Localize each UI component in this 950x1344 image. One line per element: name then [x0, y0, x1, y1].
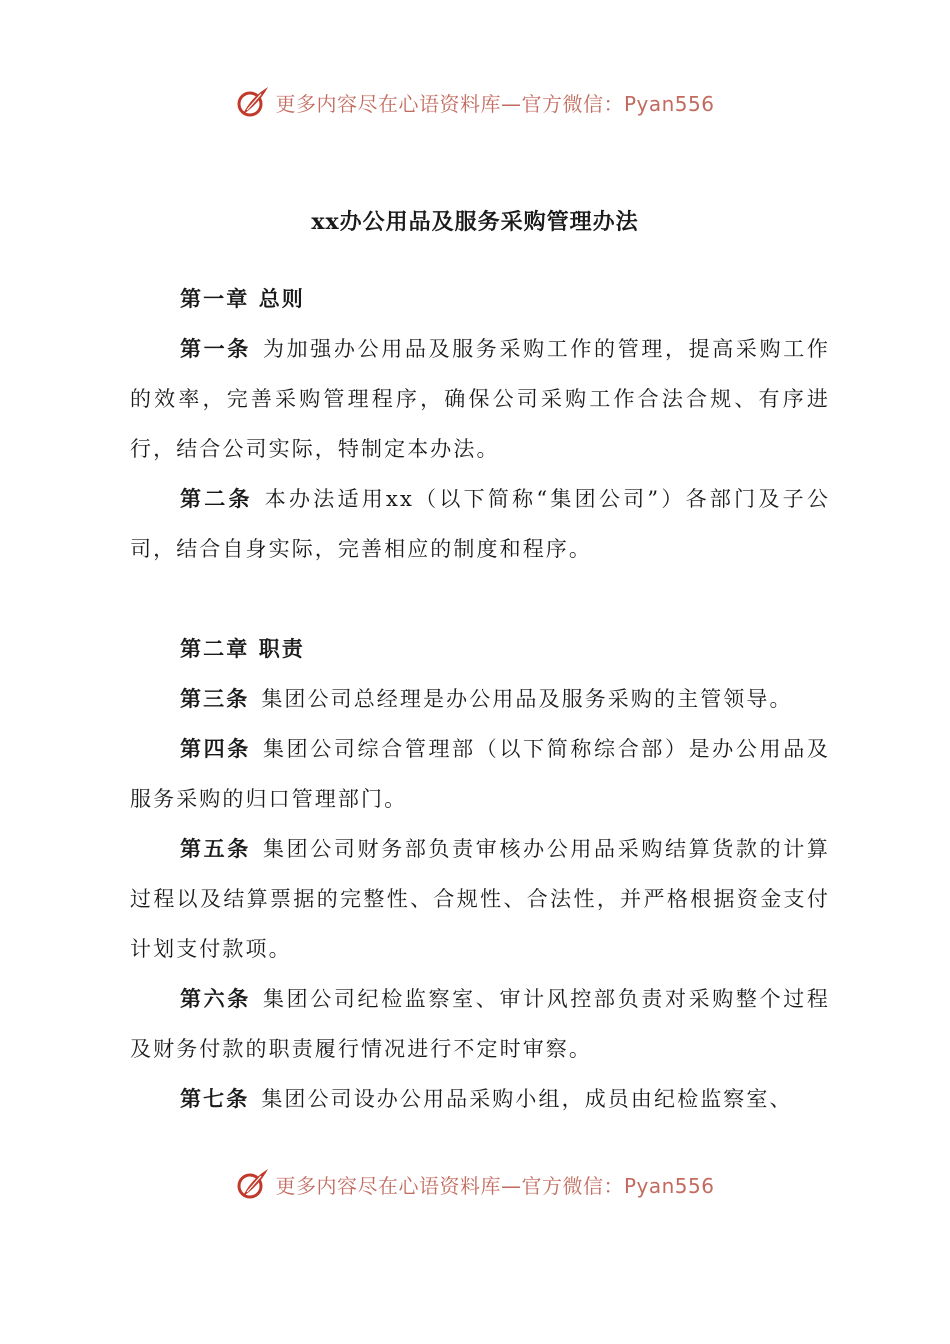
quill-logo-icon [235, 84, 271, 120]
article-text: 为加强办公用品及服务采购工作的管理，提高采购工作的效率，完善采购管理程序，确保公司采购工作合法合规、有序进行，结合公司实际，特制定本办法。 [130, 337, 830, 461]
article-label: 第二条 [180, 486, 253, 511]
article-label: 第一条 [180, 336, 251, 361]
article-label: 第三条 [180, 686, 250, 711]
article-paragraph [130, 1074, 830, 1124]
chapter-heading: 第二章 职责 [180, 636, 305, 661]
watermark-text: 更多内容尽在心语资料库—官方微信：Pyan556 [275, 1173, 715, 1198]
article-paragraph [130, 674, 830, 724]
article-label: 第四条 [180, 736, 251, 761]
document-body [130, 274, 830, 1124]
article-paragraph [130, 324, 830, 474]
article-text: 集团公司财务部负责审核办公用品采购结算货款的计算过程以及结算票据的完整性、合规性、合法性，并严格根据资金支付计划支付款项。 [130, 837, 830, 961]
quill-logo-icon [235, 1166, 271, 1202]
watermark-banner-top [0, 82, 950, 122]
article-paragraph [130, 824, 830, 974]
article-text: 本办法适用xx（以下简称“集团公司”）各部门及子公司，结合自身实际，完善相应的制度和程序。 [130, 487, 830, 561]
article-text: 集团公司纪检监察室、审计风控部负责对采购整个过程及财务付款的职责履行情况进行不定时审察。 [130, 987, 830, 1061]
article-paragraph [130, 474, 830, 574]
article-paragraph [130, 724, 830, 824]
watermark-text: 更多内容尽在心语资料库—官方微信：Pyan556 [275, 91, 715, 116]
article-label: 第七条 [180, 1086, 250, 1111]
article-text: 集团公司设办公用品采购小组，成员由纪检监察室、 [261, 1087, 793, 1111]
article-paragraph [130, 974, 830, 1074]
article-label: 第五条 [180, 836, 251, 861]
document-title: xx办公用品及服务采购管理办法 [311, 209, 639, 235]
chapter-heading: 第一章 总则 [180, 286, 305, 311]
watermark-banner-bottom [0, 1164, 950, 1204]
article-text: 集团公司综合管理部（以下简称综合部）是办公用品及服务采购的归口管理部门。 [130, 737, 830, 811]
article-text: 集团公司总经理是办公用品及服务采购的主管领导。 [261, 687, 793, 711]
article-label: 第六条 [180, 986, 251, 1011]
